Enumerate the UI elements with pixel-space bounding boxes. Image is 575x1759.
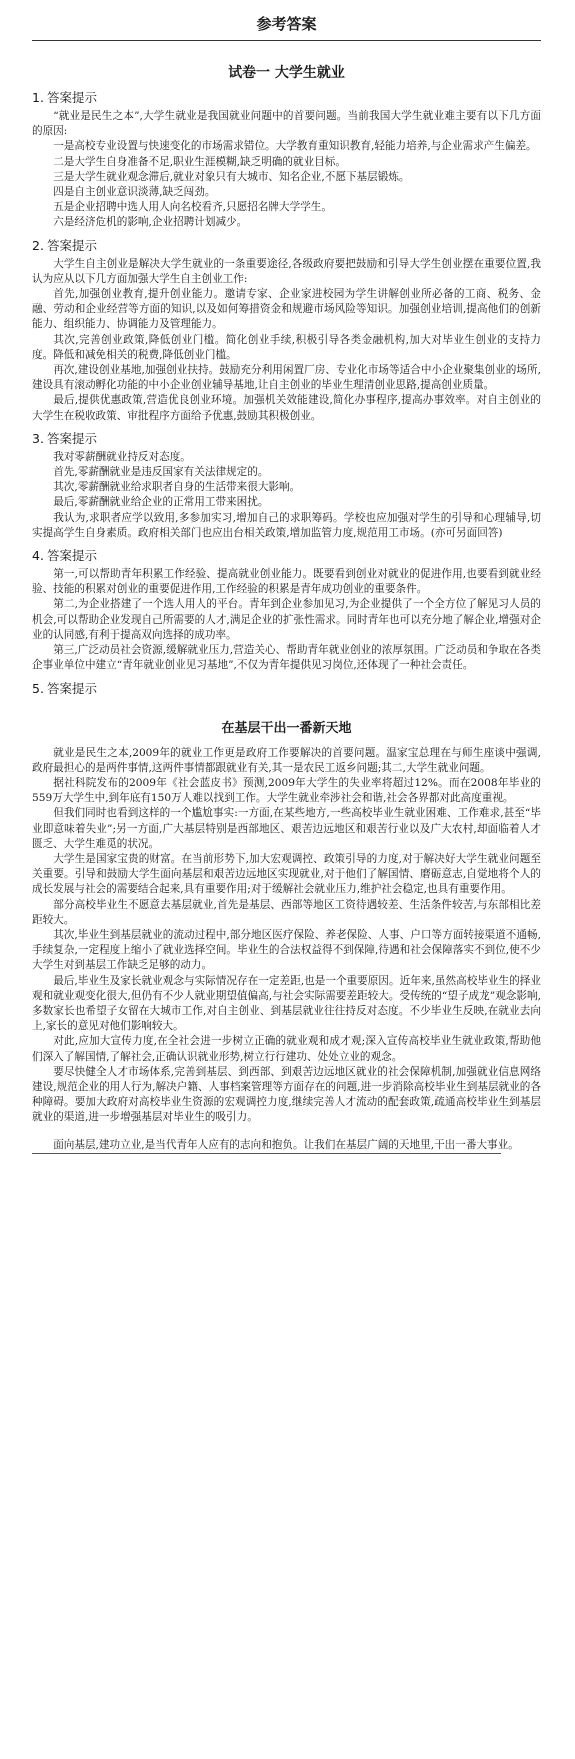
section-paragraph: 其次,完善创业政策,降低创业门槛。简化创业手续,积极引导各类金融机构,加大对毕业生创业的支持力度。降低和减免相关的税费,降低创业门槛。 xyxy=(32,333,541,361)
paragraph-gap xyxy=(32,1126,541,1138)
section-heading xyxy=(32,89,541,107)
section-paragraph: 最后,提供优惠政策,营造优良创业环境。加强机关效能建设,简化办事程序,提高办事效率。对自主创业的大学生在税收政策、审批程序方面给予优惠,鼓励其积极创业。 xyxy=(32,394,541,422)
section-paragraph: 我认为,求职者应学以致用,多参加实习,增加自己的求职筹码。学校也应加强对学生的引导和心理辅导,切实提高学生自身素质。政府相关部门也应出台相关政策,增加监管力度,规范用工市场。(亦可另面回答) xyxy=(32,511,541,539)
article-body xyxy=(32,746,541,1153)
answer-sections xyxy=(32,89,541,698)
article-paragraph: 面向基层,建功立业,是当代青年人应有的志向和抱负。让我们在基层广阔的天地里,干出一番大事业。 xyxy=(53,1138,519,1151)
article-paragraph: 但我们同时也看到这样的一个尴尬事实:一方面,在某些地方,一些高校毕业生就业困难、工作难求,甚至“毕业即意味着失业”;另一方面,广大基层特别是西部地区、艰苦边远地区和艰苦行业以及广大农村,却面临着人才匮乏、大学生难觅的状况。 xyxy=(32,807,541,850)
article-end-divider xyxy=(32,1153,501,1154)
section-paragraph: “就业是民生之本”,大学生就业是我国就业问题中的首要问题。当前我国大学生就业难主要有以下几方面的原因: xyxy=(32,110,541,138)
section-paragraph: 大学生自主创业是解决大学生就业的一条重要途径,各级政府要把鼓励和引导大学生创业摆在重要位置,我认为应从以下几方面加强大学生自主创业工作: xyxy=(32,257,541,285)
article-paragraph: 要尽快健全人才市场体系,完善到基层、到西部、到艰苦边远地区就业的社会保障机制,加强就业信息网络建设,规范企业的用人行为,解决户籍、人事档案管理等方面存在的问题,进一步消除高校毕业生到基层就业的各种障碍。要加大政府对高校毕业生资源的宏观调控力度,继续完善人才流动的配套政策,疏通高校毕业生到基层就业的渠道,进一步增强基层对毕业生的吸引力。 xyxy=(32,1065,541,1124)
section-label: 答案提示 xyxy=(46,548,97,564)
article-paragraph: 最后,毕业生及家长就业观念与实际情况存在一定差距,也是一个重要原因。近年来,虽然高校毕业生的择业观和就业观变化很大,但仍有不少人就业期望值偏高,与社会实际需要差距较大。受传统的“望子成龙”观念影响,多数家长也希望子女留在大城市工作,对自主创业、到基层就业往往持反对态度。不少毕业生反映,在就业去向上,家长的意见对他们影响较大。 xyxy=(32,974,541,1033)
article-paragraph: 其次,毕业生到基层就业的流动过程中,部分地区医疗保险、养老保险、人事、户口等方面转接渠道不通畅,手续复杂,一定程度上缩小了就业选择空间。毕业生的合法权益得不到保障,待遇和社会保障落实不到位,使不少大学生对到基层工作缺乏足够的动力。 xyxy=(32,928,541,972)
article-paragraph: 部分高校毕业生不愿意去基层就业,首先是基层、西部等地区工资待遇较差、生活条件较苦,与东部相比差距较大。 xyxy=(32,898,541,926)
page-title: 参考答案 xyxy=(256,15,317,33)
section-paragraph: 再次,建设创业基地,加强创业扶持。鼓励充分利用闲置厂房、专业化市场等适合中小企业聚集创业的场所,建设具有滚动孵化功能的中小企业创业辅导基地,让自主创业的毕业生理清创业思路,提高创业质量。 xyxy=(32,364,541,392)
section-paragraph: 首先,零薪酬就业是违反国家有关法律规定的。 xyxy=(53,466,269,479)
section-paragraph: 一是高校专业设置与快速变化的市场需求错位。大学教育重知识教育,轻能力培养,与企业需求产生偏差。 xyxy=(53,140,537,153)
section-number: 4. xyxy=(32,548,44,564)
section-heading xyxy=(32,430,541,448)
section-label: 答案提示 xyxy=(46,680,97,696)
section-paragraph: 四是自主创业意识淡薄,缺乏闯劲。 xyxy=(53,186,216,199)
section-number: 5. xyxy=(32,680,44,696)
article-paragraph: 大学生是国家宝贵的财富。在当前形势下,加大宏观调控、政策引导的力度,对于解决好大学生就业问题至关重要。引导和鼓励大学生面向基层和艰苦边远地区实现就业,对于他们了解国情、磨砺意志,自觉地将个人的成长发展与社会的需要结合起来,具有重要作用;对于缓解社会就业压力,维护社会稳定,也具有重要作用。 xyxy=(32,852,541,896)
article-title: 在基层干出一番新天地 xyxy=(221,720,352,736)
section-paragraph: 第二,为企业搭建了一个选人用人的平台。青年到企业参加见习,为企业提供了一个全方位了解见习人员的机会,可以帮助企业发现自己所需要的人才,满足企业的扩张性需求。同时青年也可以充分地了解企业,增强对企业的认同感,有利于提高双向选择的成功率。 xyxy=(32,598,541,641)
section-heading xyxy=(32,237,541,255)
section-heading xyxy=(32,680,541,698)
section-label: 答案提示 xyxy=(46,237,97,253)
section-label: 答案提示 xyxy=(46,90,97,105)
article-paragraph: 就业是民生之本,2009年的就业工作更是政府工作要解决的首要问题。温家宝总理在与师生座谈中强调,政府最担心的是两件事情,这两件事情都跟就业有关,其一是农民工返乡问题;其二,大学生就业问题。 xyxy=(32,746,541,774)
section-number: 3. xyxy=(32,430,44,446)
section-number: 2. xyxy=(32,237,44,253)
section-paragraph: 最后,零薪酬就业给企业的正常用工带来困扰。 xyxy=(53,496,269,509)
section-paragraph: 六是经济危机的影响,企业招聘计划减少。 xyxy=(53,216,248,229)
section-paragraph: 我对零薪酬就业持反对态度。 xyxy=(53,450,191,463)
section-paragraph: 二是大学生自身准备不足,职业生涯模糊,缺乏明确的就业目标。 xyxy=(53,155,346,168)
section-label: 答案提示 xyxy=(46,430,97,446)
article-paragraph: 对此,应加大宣传力度,在全社会进一步树立正确的就业观和成才观;深入宣传高校毕业生就业政策,帮助他们深入了解国情,了解社会,正确认识就业形势,树立行行建功、处处立业的观念。 xyxy=(32,1035,541,1063)
section-paragraph: 五是企业招聘中选人用人向名校看齐,只愿招名牌大学学生。 xyxy=(53,201,332,214)
section-paragraph: 第三,广泛动员社会资源,缓解就业压力,营造关心、帮助青年就业创业的浓厚氛围。广泛动员和争取在各类企事业单位中建立“青年就业创业见习基地”,不仅为青年提供见习岗位,还体现了一种社会责任。 xyxy=(32,644,541,672)
section-paragraph: 首先,加强创业教育,提升创业能力。邀请专家、企业家进校园为学生讲解创业所必备的工商、税务、金融、劳动和企业经营等方面的知识,以及如何筹措资金和规避市场风险等知识。加强创业培训,提高他们的创新能力、组织能力、协调能力及管理能力。 xyxy=(32,288,541,331)
section-number: 1. xyxy=(32,90,44,105)
paper-subtitle: 试卷一 大学生就业 xyxy=(228,65,345,81)
section-paragraph: 其次,零薪酬就业给求职者自身的生活带来很大影响。 xyxy=(53,481,301,494)
section-paragraph: 三是大学生就业观念滞后,就业对象只有大城市、知名企业,不愿下基层锻炼。 xyxy=(53,170,410,183)
title-divider xyxy=(32,40,541,41)
section-paragraph: 第一,可以帮助青年积累工作经验、提高就业创业能力。既要看到创业对就业的促进作用,也要看到就业经验、技能的积累对创业的重要促进作用,工作经验的积累是青年成功创业的重要条件。 xyxy=(32,568,541,596)
article-paragraph: 据社科院发布的2009年《社会蓝皮书》预测,2009年大学生的失业率将超过12%。而在2008年毕业的559万大学生中,到年底有150万人难以找到工作。大学生就业牵涉社会和谐,社会各界都对此高度重视。 xyxy=(32,776,541,805)
section-heading xyxy=(32,547,541,565)
